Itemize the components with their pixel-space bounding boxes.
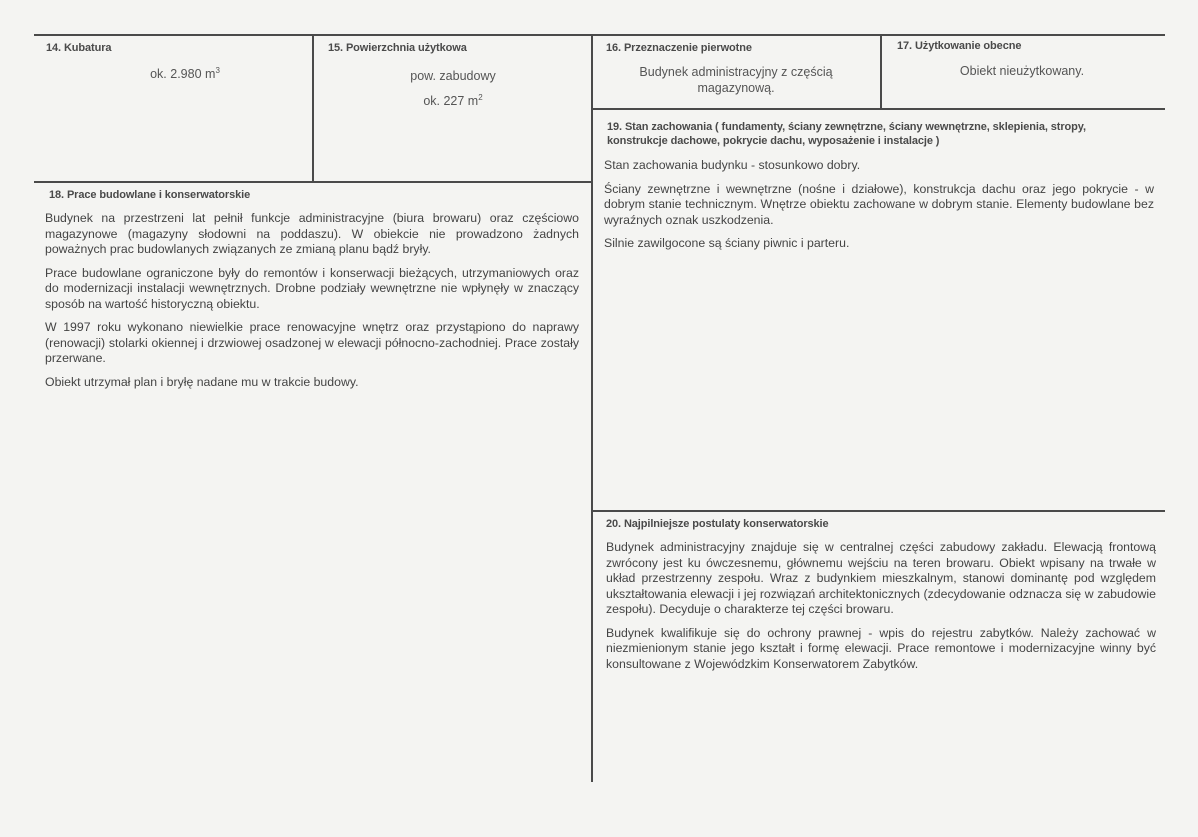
prace-budowlane-section: [45, 189, 579, 398]
col-divider-2: [591, 34, 593, 782]
prace-paragraph-2: Prace budowlane ograniczone były do remontów i konserwacji bieżących, utrzymaniowych oraz do modernizacji instalacji wewnętrznych. Drobne podziały wewnętrzne nie wpłynęły w znaczący sposób na wartość historyczną obiektu.: [45, 265, 579, 311]
prace-paragraph-4: Obiekt utrzymał plan i bryłę nadane mu w trakcie budowy.: [45, 374, 359, 389]
kubatura-title: 14. Kubatura: [46, 42, 112, 54]
row-divider-right-2: [591, 510, 1165, 512]
stan-paragraph-3: Silnie zawilgocone są ściany piwnic i parteru.: [604, 236, 850, 250]
stan-paragraph-2: Ściany zewnętrzne i wewnętrzne (nośne i działowe), konstrukcja dachu oraz jego pokrycie - w dobrym stanie technicznym. Wnętrze obiektu zachowane w dobrym stanie. Elementy budowlane bez wyraźnych oznak uszkodzenia.: [604, 181, 1154, 227]
stan-zachowania-title: 19. Stan zachowania ( fundamenty, ściany zewnętrzne, ściany wewnętrzne, sklepienia, stropy, konstrukcje dachowe, pokrycie dachu, wyposażenie i instalacje ): [607, 121, 1086, 147]
uzytkowanie-title: 17. Użytkowanie obecne: [897, 40, 1022, 52]
powierzchnia-value: pow. zabudowy ok. 227 $m^2$: [410, 69, 496, 109]
postulaty-paragraph-1: Budynek administracyjny znajduje się w centralnej części zabudowy zakładu. Elewacją frontową zwrócony jest ku ówczesnemu, głównemu wejściu na teren browaru. Obiekt wpisany na trwałe w układ przestrzenny zespołu. Wraz z budynkiem mieszkalnym, stanowi dominantę pod względem ukształtowania elewacji i jej rozwiązań architektonicznych (zdecydowanie odznacza się w zabudowie zespołu). Decyduje o charakterze tej części browaru.: [606, 540, 1156, 616]
przeznaczenie-title: 16. Przeznaczenie pierwotne: [606, 42, 752, 54]
prace-paragraph-1: Budynek na przestrzeni lat pełnił funkcje administracyjne (biura browaru) oraz częściowo magazynowe (magazyny słodowni na poddaszu). W obiekcie nie prowadzono żadnych poważnych prac budowlanych związanych ze zmianą planu bądź bryły.: [45, 211, 579, 256]
row-divider-right-1: [591, 108, 1165, 110]
stan-zachowania-section: [604, 120, 1154, 260]
powierzchnia-title: 15. Powierzchnia użytkowa: [328, 42, 467, 54]
postulaty-title: 20. Najpilniejsze postulaty konserwatorskie: [606, 518, 829, 530]
col-divider-1: [312, 34, 314, 182]
row-divider-left: [34, 181, 593, 183]
top-border-line: [34, 34, 1165, 36]
stan-paragraph-1: Stan zachowania budynku - stosunkowo dobry.: [604, 158, 861, 172]
uzytkowanie-value: Obiekt nieużytkowany.: [959, 64, 1085, 78]
postulaty-paragraph-2: Budynek kwalifikuje się do ochrony prawnej - wpis do rejestru zabytków. Należy zachować w niezmienionym stanie jego kształt i formę elewacji. Prace remontowe i modernizacyjne winny być konsultowane z Wojewódzkim Konserwatorem Zabytków.: [606, 625, 1156, 671]
przeznaczenie-value: Budynek administracyjny z częścią magazynową.: [639, 65, 833, 95]
kubatura-value: ok. 2.980 $m^3$: [150, 66, 220, 82]
prace-budowlane-title: 18. Prace budowlane i konserwatorskie: [49, 189, 251, 201]
prace-paragraph-3: W 1997 roku wykonano niewielkie prace renowacyjne wnętrz oraz przystąpiono do naprawy (renowacji) stolarki okiennej i drzwiowej osadzonej w elewacji północno-zachodniej. Prace zostały przerwane.: [45, 320, 579, 365]
postulaty-section: [606, 518, 1156, 680]
